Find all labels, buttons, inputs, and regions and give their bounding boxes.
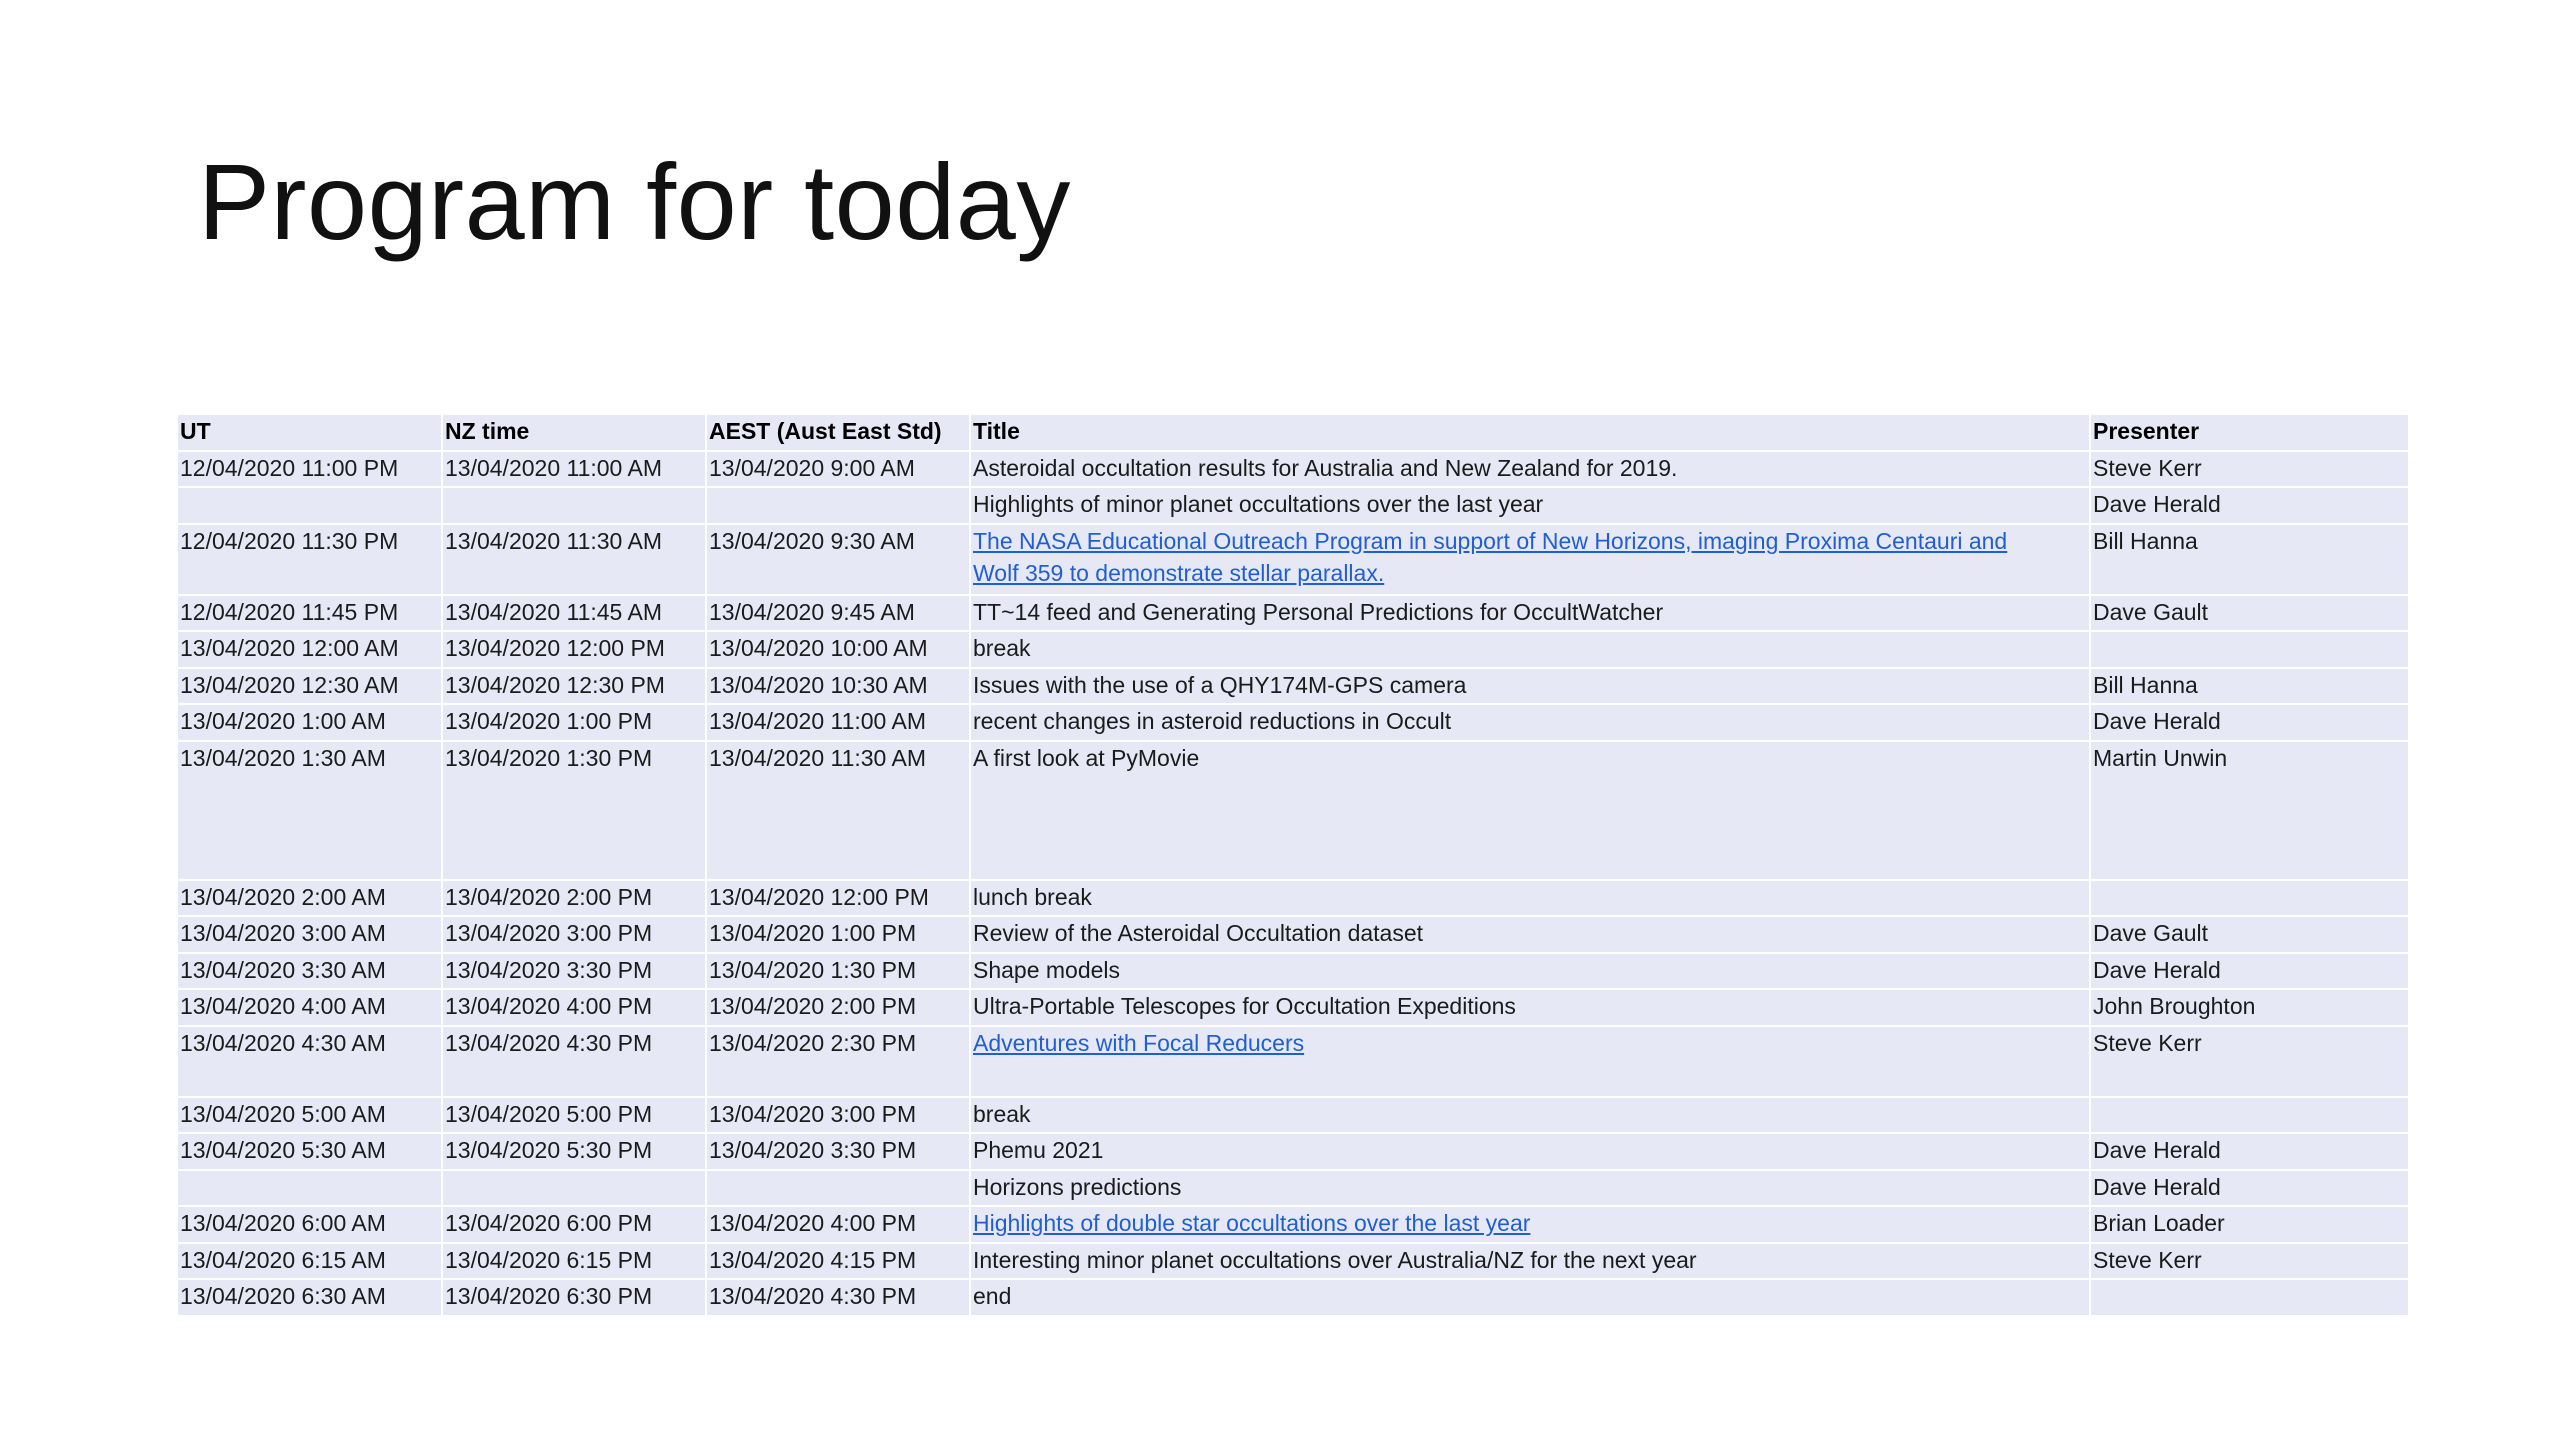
cell-title: Ultra-Portable Telescopes for Occultation Expeditions <box>970 989 2090 1026</box>
cell-title[interactable] <box>970 1026 2090 1097</box>
cell-nz-time: 13/04/2020 4:00 PM <box>442 989 706 1026</box>
cell-title: TT~14 feed and Generating Personal Predictions for OccultWatcher <box>970 595 2090 632</box>
cell-nz-time: 13/04/2020 5:30 PM <box>442 1133 706 1170</box>
table-row <box>178 524 2408 595</box>
cell-ut: 13/04/2020 1:30 AM <box>178 741 442 880</box>
table-row <box>178 953 2408 990</box>
cell-nz-time: 13/04/2020 1:30 PM <box>442 741 706 880</box>
cell-aest: 13/04/2020 1:00 PM <box>706 916 970 953</box>
cell-nz-time: 13/04/2020 3:00 PM <box>442 916 706 953</box>
table-row <box>178 1279 2408 1316</box>
cell-title: lunch break <box>970 880 2090 917</box>
cell-presenter: Dave Herald <box>2090 487 2408 524</box>
cell-presenter: Dave Herald <box>2090 953 2408 990</box>
cell-title: Horizons predictions <box>970 1170 2090 1207</box>
table-row <box>178 989 2408 1026</box>
cell-presenter: John Broughton <box>2090 989 2408 1026</box>
table-row <box>178 668 2408 705</box>
cell-nz-time: 13/04/2020 6:00 PM <box>442 1206 706 1243</box>
table-row <box>178 595 2408 632</box>
cell-nz-time: 13/04/2020 5:00 PM <box>442 1097 706 1134</box>
cell-aest: 13/04/2020 2:30 PM <box>706 1026 970 1097</box>
link-line-2: Wolf 359 to demonstrate stellar parallax. <box>973 559 1385 586</box>
cell-ut: 13/04/2020 4:00 AM <box>178 989 442 1026</box>
cell-aest: 13/04/2020 4:15 PM <box>706 1243 970 1280</box>
table-row <box>178 631 2408 668</box>
cell-ut <box>178 487 442 524</box>
cell-presenter: Bill Hanna <box>2090 668 2408 705</box>
cell-title: Highlights of minor planet occultations over the last year <box>970 487 2090 524</box>
table-row <box>178 1206 2408 1243</box>
cell-presenter <box>2090 631 2408 668</box>
table-row <box>178 741 2408 880</box>
cell-aest: 13/04/2020 11:00 AM <box>706 704 970 741</box>
cell-title: break <box>970 1097 2090 1134</box>
cell-presenter <box>2090 1279 2408 1316</box>
table-row <box>178 704 2408 741</box>
cell-ut: 13/04/2020 2:00 AM <box>178 880 442 917</box>
header-ut: UT <box>178 415 442 451</box>
cell-nz-time: 13/04/2020 11:30 AM <box>442 524 706 595</box>
cell-nz-time: 13/04/2020 6:15 PM <box>442 1243 706 1280</box>
cell-title[interactable] <box>970 524 2090 595</box>
cell-presenter <box>2090 1097 2408 1134</box>
cell-presenter: Steve Kerr <box>2090 451 2408 488</box>
cell-nz-time: 13/04/2020 12:00 PM <box>442 631 706 668</box>
program-table <box>178 415 2408 1317</box>
title-link-focal-reducers[interactable]: Adventures with Focal Reducers <box>973 1029 1305 1056</box>
cell-aest: 13/04/2020 3:30 PM <box>706 1133 970 1170</box>
cell-ut: 13/04/2020 12:30 AM <box>178 668 442 705</box>
header-title: Title <box>970 415 2090 451</box>
cell-ut: 13/04/2020 3:30 AM <box>178 953 442 990</box>
cell-presenter: Martin Unwin <box>2090 741 2408 880</box>
cell-ut: 13/04/2020 5:30 AM <box>178 1133 442 1170</box>
cell-ut <box>178 1170 442 1207</box>
cell-ut: 13/04/2020 3:00 AM <box>178 916 442 953</box>
table-header-row <box>178 415 2408 451</box>
cell-presenter: Dave Herald <box>2090 704 2408 741</box>
title-link-nasa-outreach[interactable] <box>973 528 2007 586</box>
cell-title: Shape models <box>970 953 2090 990</box>
table-row <box>178 451 2408 488</box>
cell-nz-time: 13/04/2020 12:30 PM <box>442 668 706 705</box>
cell-aest: 13/04/2020 4:30 PM <box>706 1279 970 1316</box>
cell-aest: 13/04/2020 2:00 PM <box>706 989 970 1026</box>
slide-title: Program for today <box>198 141 1071 262</box>
cell-ut: 13/04/2020 12:00 AM <box>178 631 442 668</box>
cell-title: recent changes in asteroid reductions in Occult <box>970 704 2090 741</box>
table-row <box>178 916 2408 953</box>
header-nz-time: NZ time <box>442 415 706 451</box>
cell-nz-time: 13/04/2020 1:00 PM <box>442 704 706 741</box>
cell-aest: 13/04/2020 9:45 AM <box>706 595 970 632</box>
cell-aest: 13/04/2020 9:00 AM <box>706 451 970 488</box>
cell-presenter: Steve Kerr <box>2090 1243 2408 1280</box>
cell-presenter <box>2090 880 2408 917</box>
table-row <box>178 880 2408 917</box>
cell-nz-time: 13/04/2020 4:30 PM <box>442 1026 706 1097</box>
cell-nz-time: 13/04/2020 11:45 AM <box>442 595 706 632</box>
cell-title: Review of the Asteroidal Occultation dataset <box>970 916 2090 953</box>
header-presenter: Presenter <box>2090 415 2408 451</box>
cell-presenter: Brian Loader <box>2090 1206 2408 1243</box>
cell-presenter: Dave Gault <box>2090 916 2408 953</box>
cell-aest <box>706 487 970 524</box>
cell-title: Issues with the use of a QHY174M-GPS camera <box>970 668 2090 705</box>
table-row <box>178 487 2408 524</box>
cell-aest: 13/04/2020 1:30 PM <box>706 953 970 990</box>
table-row <box>178 1170 2408 1207</box>
table-row <box>178 1133 2408 1170</box>
cell-title: A first look at PyMovie <box>970 741 2090 880</box>
cell-aest: 13/04/2020 10:30 AM <box>706 668 970 705</box>
cell-presenter: Steve Kerr <box>2090 1026 2408 1097</box>
cell-nz-time: 13/04/2020 6:30 PM <box>442 1279 706 1316</box>
table-row <box>178 1026 2408 1097</box>
cell-title: end <box>970 1279 2090 1316</box>
cell-nz-time: 13/04/2020 2:00 PM <box>442 880 706 917</box>
cell-presenter: Dave Herald <box>2090 1170 2408 1207</box>
cell-nz-time: 13/04/2020 3:30 PM <box>442 953 706 990</box>
cell-presenter: Dave Herald <box>2090 1133 2408 1170</box>
cell-ut: 13/04/2020 6:30 AM <box>178 1279 442 1316</box>
link-line-1: The NASA Educational Outreach Program in support of New Horizons, imaging Proxima Centauri and <box>973 527 2008 554</box>
cell-title: Phemu 2021 <box>970 1133 2090 1170</box>
cell-nz-time <box>442 487 706 524</box>
cell-presenter: Dave Gault <box>2090 595 2408 632</box>
cell-nz-time <box>442 1170 706 1207</box>
cell-aest: 13/04/2020 9:30 AM <box>706 524 970 595</box>
cell-nz-time: 13/04/2020 11:00 AM <box>442 451 706 488</box>
header-aest: AEST (Aust East Std) <box>706 415 970 451</box>
cell-aest: 13/04/2020 12:00 PM <box>706 880 970 917</box>
cell-ut: 12/04/2020 11:00 PM <box>178 451 442 488</box>
table-row <box>178 1243 2408 1280</box>
cell-title: Interesting minor planet occultations over Australia/NZ for the next year <box>970 1243 2090 1280</box>
cell-aest: 13/04/2020 11:30 AM <box>706 741 970 880</box>
cell-aest <box>706 1170 970 1207</box>
cell-presenter: Bill Hanna <box>2090 524 2408 595</box>
cell-aest: 13/04/2020 10:00 AM <box>706 631 970 668</box>
cell-aest: 13/04/2020 3:00 PM <box>706 1097 970 1134</box>
cell-ut: 13/04/2020 5:00 AM <box>178 1097 442 1134</box>
cell-title[interactable] <box>970 1206 2090 1243</box>
cell-ut: 13/04/2020 4:30 AM <box>178 1026 442 1097</box>
cell-ut: 12/04/2020 11:30 PM <box>178 524 442 595</box>
title-link-double-star[interactable]: Highlights of double star occultations over the last year <box>973 1210 1531 1236</box>
cell-ut: 13/04/2020 6:00 AM <box>178 1206 442 1243</box>
cell-ut: 13/04/2020 1:00 AM <box>178 704 442 741</box>
cell-ut: 12/04/2020 11:45 PM <box>178 595 442 632</box>
table-row <box>178 1097 2408 1134</box>
cell-aest: 13/04/2020 4:00 PM <box>706 1206 970 1243</box>
cell-ut: 13/04/2020 6:15 AM <box>178 1243 442 1280</box>
cell-title: Asteroidal occultation results for Australia and New Zealand for 2019. <box>970 451 2090 488</box>
cell-title: break <box>970 631 2090 668</box>
